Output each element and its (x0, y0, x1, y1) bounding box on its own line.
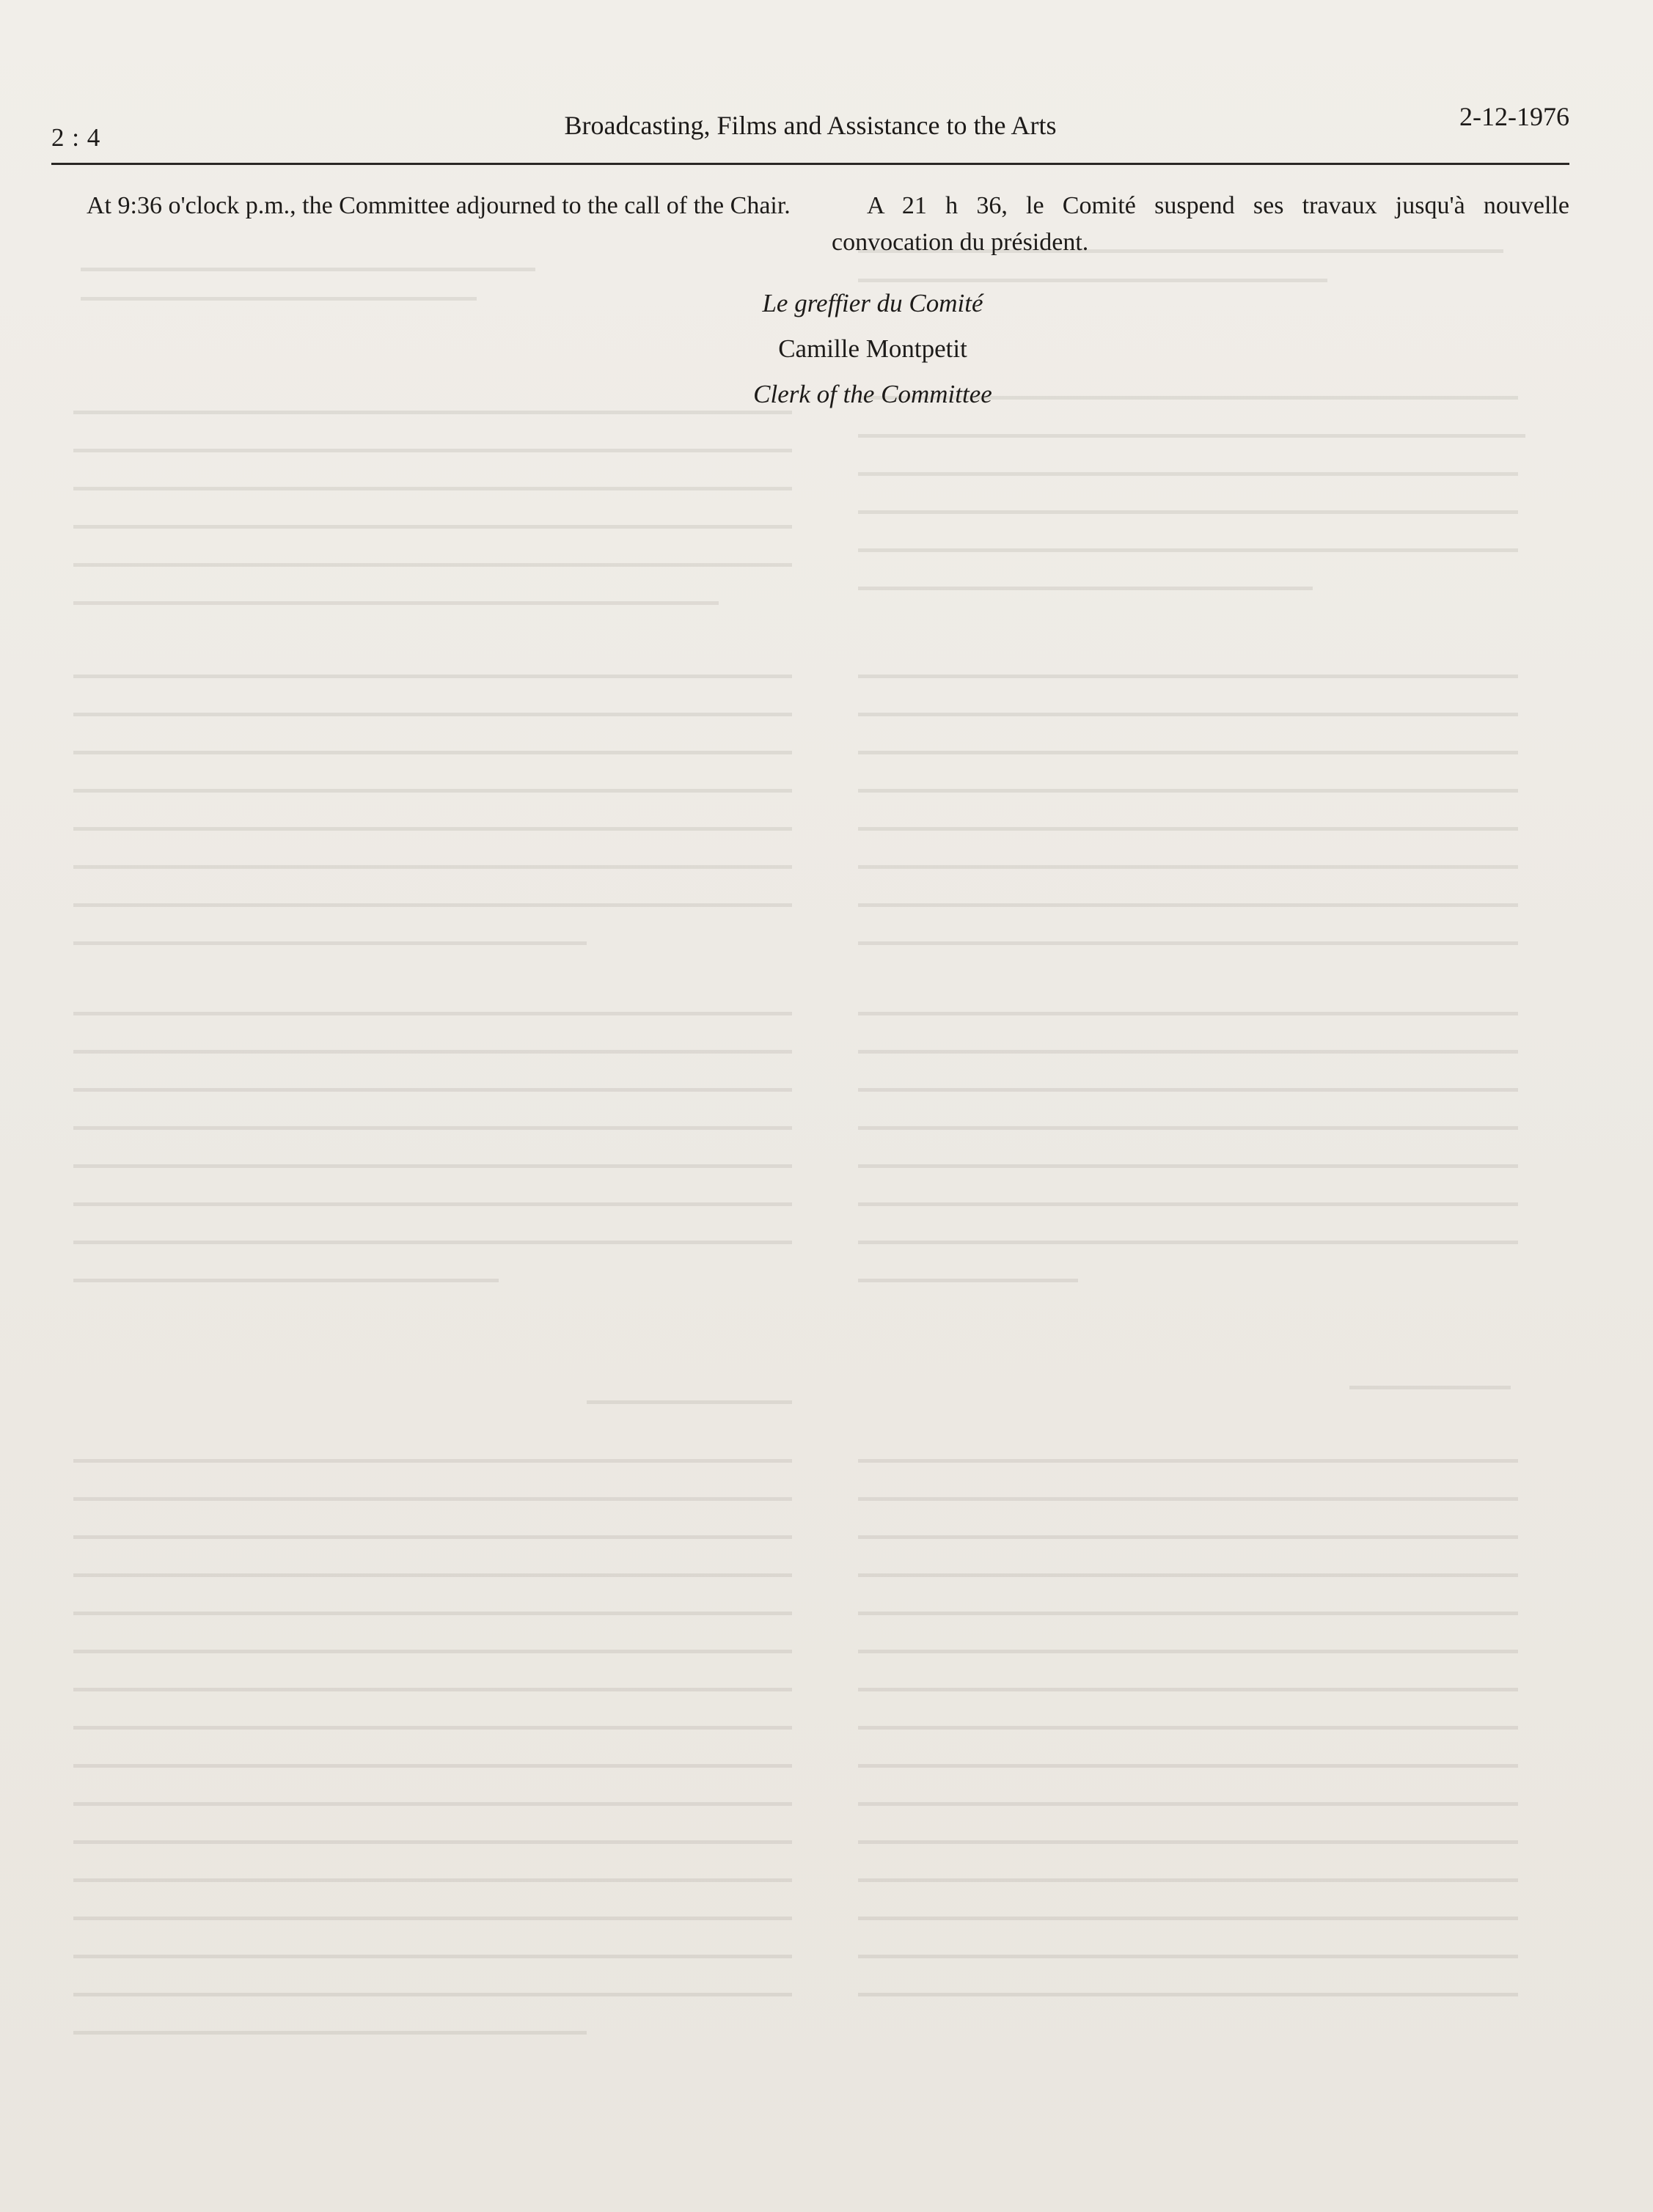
show-through-mark (73, 675, 792, 678)
show-through-mark (73, 751, 792, 754)
show-through-mark (73, 1497, 792, 1501)
show-through-mark (858, 675, 1518, 678)
header-date: 2-12-1976 (1459, 102, 1569, 131)
show-through-mark (73, 1459, 792, 1463)
show-through-mark (73, 865, 792, 869)
show-through-mark (73, 1050, 792, 1054)
running-title: Broadcasting, Films and Assistance to the Arts (564, 111, 1057, 140)
clerk-title-fr: Le greffier du Comité (762, 289, 983, 317)
show-through-mark (73, 1878, 792, 1882)
show-through-mark (858, 789, 1518, 793)
show-through-mark (858, 1459, 1518, 1463)
show-through-mark (73, 1279, 499, 1282)
show-through-mark (858, 548, 1518, 552)
header-rule (51, 163, 1569, 165)
page-header (51, 101, 1569, 167)
show-through-mark (73, 1955, 792, 1958)
show-through-mark (73, 1202, 792, 1206)
show-through-mark (858, 827, 1518, 831)
show-through-mark (858, 1279, 1078, 1282)
left-column (51, 188, 792, 224)
show-through-mark (587, 1400, 792, 1404)
show-through-mark (73, 1612, 792, 1615)
show-through-mark (73, 1726, 792, 1730)
show-through-mark (858, 1917, 1518, 1920)
show-through-mark (858, 1993, 1518, 1996)
show-through-mark (73, 1088, 792, 1092)
show-through-mark (858, 1202, 1518, 1206)
show-through-mark (858, 1012, 1518, 1015)
show-through-mark (858, 1764, 1518, 1768)
show-through-mark (1349, 1386, 1511, 1389)
show-through-mark (858, 1650, 1518, 1653)
show-through-mark (858, 751, 1518, 754)
show-through-mark (858, 587, 1313, 590)
show-through-mark (73, 487, 792, 490)
adjournment-paragraph-en: At 9:36 o'clock p.m., the Committee adjourned to the call of the Chair. (87, 192, 791, 219)
adjournment-paragraph-fr: A 21 h 36, le Comité suspend ses travaux jusqu'à nouvelle convocation du président. (832, 192, 1569, 256)
show-through-mark (73, 1688, 792, 1691)
page-number: 2 : 4 (51, 123, 101, 152)
show-through-mark (858, 279, 1327, 282)
show-through-mark (73, 449, 792, 452)
show-through-mark (858, 1497, 1518, 1501)
show-through-mark (858, 1955, 1518, 1958)
show-through-mark (73, 1802, 792, 1806)
show-through-mark (73, 1993, 792, 1996)
show-through-mark (73, 1917, 792, 1920)
show-through-mark (858, 1535, 1518, 1539)
show-through-mark (73, 827, 792, 831)
show-through-mark (73, 789, 792, 793)
show-through-mark (858, 434, 1525, 438)
show-through-mark (858, 1878, 1518, 1882)
show-through-mark (858, 472, 1518, 476)
show-through-mark (858, 1050, 1518, 1054)
show-through-mark (858, 865, 1518, 869)
show-through-mark (73, 1573, 792, 1577)
show-through-mark (858, 1088, 1518, 1092)
clerk-title-en: Clerk of the Committee (753, 380, 992, 408)
show-through-mark (73, 1535, 792, 1539)
show-through-mark (73, 601, 719, 605)
show-through-mark (858, 1241, 1518, 1244)
show-through-mark (858, 1726, 1518, 1730)
show-through-mark (73, 1126, 792, 1130)
show-through-mark (858, 1612, 1518, 1615)
show-through-mark (73, 2031, 587, 2035)
right-column (832, 188, 1569, 261)
show-through-mark (858, 1840, 1518, 1844)
show-through-mark (858, 903, 1518, 907)
clerk-name: Camille Montpetit (778, 334, 967, 363)
show-through-mark (858, 1126, 1518, 1130)
show-through-mark (73, 563, 792, 567)
show-through-mark (858, 713, 1518, 716)
show-through-mark (858, 510, 1518, 514)
show-through-mark (858, 941, 1518, 945)
show-through-mark (73, 1840, 792, 1844)
show-through-mark (73, 1650, 792, 1653)
show-through-mark (858, 1164, 1518, 1168)
show-through-mark (81, 268, 535, 271)
show-through-mark (73, 525, 792, 529)
show-through-mark (73, 903, 792, 907)
show-through-mark (73, 1164, 792, 1168)
show-through-mark (73, 713, 792, 716)
show-through-mark (73, 1012, 792, 1015)
show-through-mark (73, 1764, 792, 1768)
show-through-mark (81, 297, 477, 301)
show-through-mark (858, 1573, 1518, 1577)
show-through-mark (858, 1688, 1518, 1691)
show-through-mark (73, 941, 587, 945)
show-through-mark (73, 1241, 792, 1244)
show-through-mark (858, 1802, 1518, 1806)
